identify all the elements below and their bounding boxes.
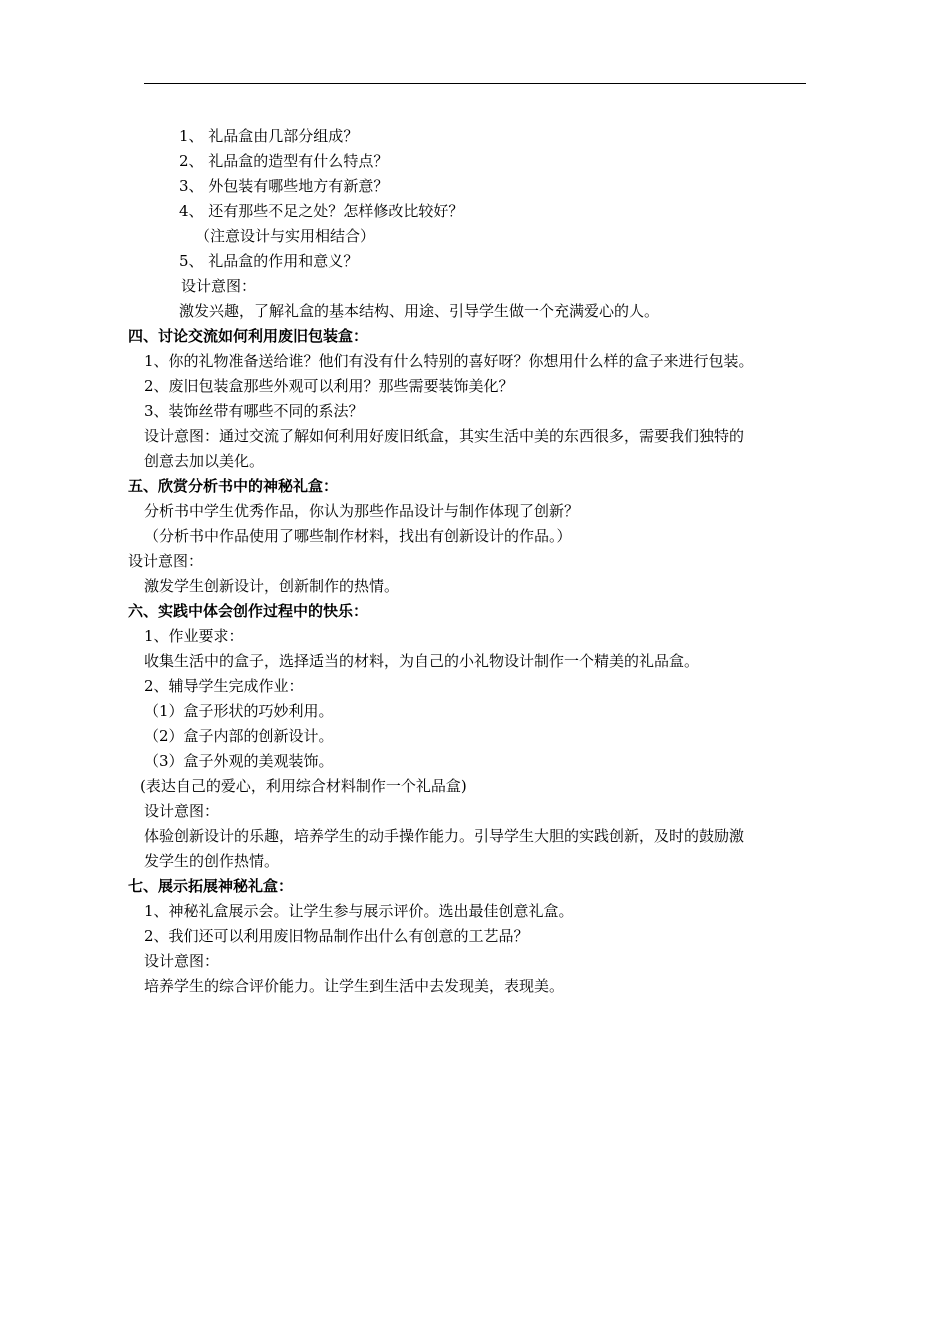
section-5-design-intent-text: 激发学生创新设计，创新制作的热情。 xyxy=(144,577,400,595)
section-6-design-intent-cont: 发学生的创作热情。 xyxy=(144,852,280,870)
question-1: 1、 礼品盒由几部分组成？ xyxy=(179,127,359,145)
section-5-text: 分析书中学生优秀作品，你认为那些作品设计与制作体现了创新？ xyxy=(144,502,580,520)
section-4-item-1: 1、你的礼物准备送给谁？他们有没有什么特别的喜好呀？你想用什么样的盒子来进行包装。 xyxy=(144,352,754,370)
design-intent-label: 设计意图： xyxy=(181,277,257,295)
section-heading-7: 七、展示拓展神秘礼盒： xyxy=(128,877,294,895)
section-7-item-2: 2、我们还可以利用废旧物品制作出什么有创意的工艺品？ xyxy=(144,927,529,945)
section-6-design-intent-text: 体验创新设计的乐趣，培养学生的动手操作能力。引导学生大胆的实践创新，及时的鼓励激 xyxy=(144,827,745,845)
section-6-sub-1: （1）盒子形状的巧妙利用。 xyxy=(144,702,334,720)
section-6-item-1-text: 收集生活中的盒子，选择适当的材料，为自己的小礼物设计制作一个精美的礼品盒。 xyxy=(144,652,700,670)
section-4-design-intent-cont: 创意去加以美化。 xyxy=(144,452,265,470)
question-2: 2、 礼品盒的造型有什么特点？ xyxy=(179,152,389,170)
section-heading-6: 六、实践中体会创作过程中的快乐： xyxy=(128,602,369,620)
section-6-note: (表达自己的爱心，利用综合材料制作一个礼品盒) xyxy=(140,777,467,795)
section-4-item-2: 2、废旧包装盒那些外观可以利用？那些需要装饰美化？ xyxy=(144,377,514,395)
question-4: 4、 还有那些不足之处？怎样修改比较好？ xyxy=(179,202,464,220)
section-heading-5: 五、欣赏分析书中的神秘礼盒： xyxy=(128,477,339,495)
section-6-sub-2: （2）盒子内部的创新设计。 xyxy=(144,727,334,745)
question-3: 3、 外包装有哪些地方有新意？ xyxy=(179,177,389,195)
section-4-design-intent: 设计意图：通过交流了解如何利用好废旧纸盒，其实生活中美的东西很多，需要我们独特的 xyxy=(144,427,745,445)
section-7-design-intent-label: 设计意图： xyxy=(144,952,220,970)
header-rule xyxy=(144,83,806,84)
design-intent-text: 激发兴趣，了解礼盒的基本结构、用途、引导学生做一个充满爱心的人。 xyxy=(179,302,660,320)
question-5: 5、 礼品盒的作用和意义？ xyxy=(179,252,359,270)
section-4-item-3: 3、装饰丝带有哪些不同的系法？ xyxy=(144,402,364,420)
section-6-item-1: 1、作业要求： xyxy=(144,627,244,645)
section-5-design-intent-label: 设计意图： xyxy=(128,552,204,570)
section-heading-4: 四、讨论交流如何利用废旧包装盒： xyxy=(128,327,369,345)
section-6-sub-3: （3）盒子外观的美观装饰。 xyxy=(144,752,334,770)
section-5-note: （分析书中作品使用了哪些制作材料，找出有创新设计的作品。） xyxy=(144,527,572,545)
section-7-design-intent-text: 培养学生的综合评价能力。让学生到生活中去发现美，表现美。 xyxy=(144,977,565,995)
section-6-design-intent-label: 设计意图： xyxy=(144,802,220,820)
section-7-item-1: 1、神秘礼盒展示会。让学生参与展示评价。选出最佳创意礼盒。 xyxy=(144,902,574,920)
question-4-note: （注意设计与实用相结合） xyxy=(195,227,376,245)
section-6-item-2: 2、辅导学生完成作业： xyxy=(144,677,304,695)
